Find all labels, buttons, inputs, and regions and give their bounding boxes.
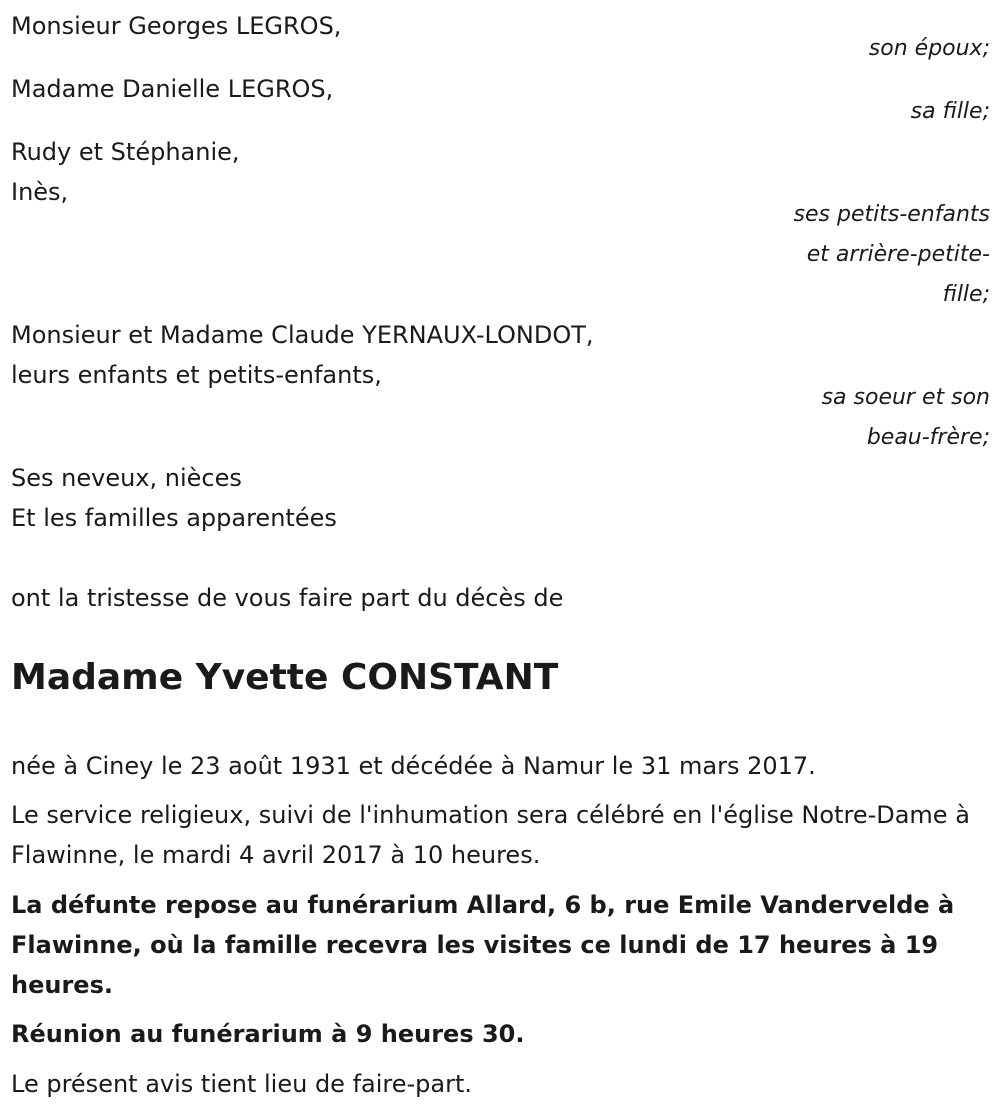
birth-death-text: née à Ciney le 23 août 1931 et décédée à Namur le 31 mars 2017.	[11, 752, 816, 780]
family-name-line: Madame Danielle LEGROS,	[11, 75, 334, 103]
family-name-line: Ses neveux, nièces	[11, 464, 242, 492]
family-relation-line: et arrière-petite-	[806, 242, 990, 267]
family-relation-line: sa fille;	[910, 99, 990, 124]
family-name-line: Rudy et Stéphanie,	[11, 138, 240, 166]
family-relation-line: fille;	[942, 282, 990, 307]
family-name-line: Et les familles apparentées	[11, 504, 337, 532]
family-relation-line: beau-frère;	[866, 425, 990, 450]
family-name-line: Monsieur Georges LEGROS,	[11, 12, 342, 40]
family-name-line: Monsieur et Madame Claude YERNAUX-LONDOT,	[11, 321, 594, 349]
family-name-line: Inès,	[11, 178, 69, 206]
family-relation-line: son époux;	[868, 36, 990, 61]
service-text: Le service religieux, suivi de l'inhumation sera célébré en l'église Notre-Dame à Flawinne, le mardi 4 avril 2017 à 10 heures.	[11, 801, 970, 869]
visitation-text: La défunte repose au funérarium Allard, 6 b, rue Emile Vandervelde à Flawinne, où la famille recevra les visites ce lundi de 17 heures à 19 heures.	[11, 891, 955, 999]
meeting-text: Réunion au funérarium à 9 heures 30.	[11, 1020, 525, 1048]
family-relation-line: sa soeur et son	[821, 385, 990, 410]
announcement-text: ont la tristesse de vous faire part du décès de	[11, 584, 564, 612]
family-name-line: leurs enfants et petits-enfants,	[11, 361, 382, 389]
notice-text: Le présent avis tient lieu de faire-part.	[11, 1070, 473, 1098]
family-relation-line: ses petits-enfants	[793, 202, 990, 227]
deceased-name: Madame Yvette CONSTANT	[11, 657, 559, 698]
